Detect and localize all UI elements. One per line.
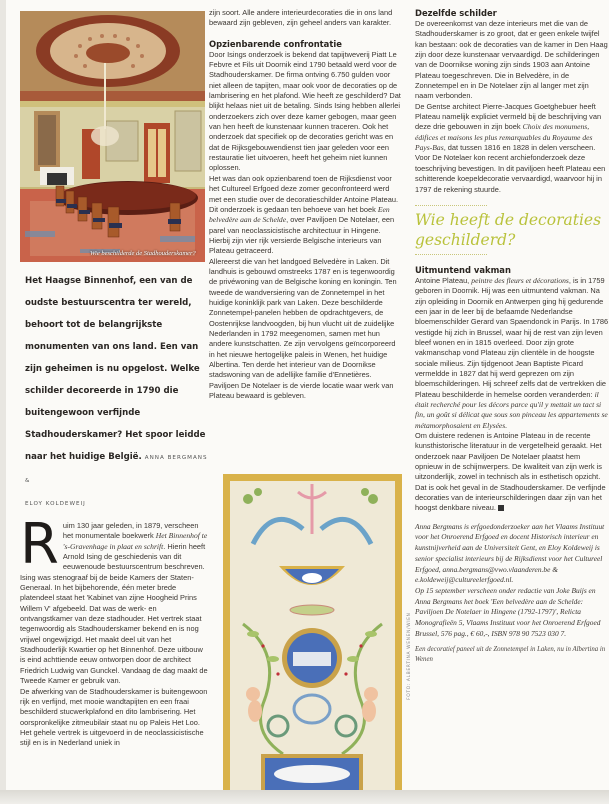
text-run: , is in 1759 geboren in Doornik. Hij was een uitmuntend vakman. Na zijn opleiding in Doornik en Antwerpen ging hij gedurende een jaar in de leer bij de befaamde Nederlandse bloemenschilder Gerard van Spaendonck in Parijs. In 1786 vestigde hij zich in Brussel, waar hij de rest van zijn leven bleef wonen en in 1815 overleed. Door zijn grote vakmanschap vond Plateau zijn clientèle in de hoogste sociale milieus. Zijn tijdgenoot Jean Baptiste Picard vermeldde in 1827 dat hij werd geprezen om zijn bloemschilderingen. Hij schreef zelfs dat de vertrekken die Plateau beschilderde in hemelse oorden veranderden: [415,275,609,399]
drop-cap: R [20,512,59,577]
section-heading: Uitmuntend vakman [415,264,511,275]
text-run: , over Paviljoen De Notelaer, een parel van neoclassicistische architectuur in Hingene. Hierbij zijn vier rijk versierde Belgische interieurs van Plateau getraceerd. [209,215,395,256]
column-3 [415,8,609,665]
photo-caption: Wie beschilderde de Stadhouderskamer? [90,250,196,257]
author-byline-1: ANNA BERGMANS & [25,455,208,484]
text-run: Om duistere redenen is Antoine Plateau in de recente kunsthistorische literatuur in de vergetelheid geraakt. Het onderzoek naar Paviljoen De Notelaer plaatst hem opnieuw in de schijnwerpers. De kwaliteit van zijn werk is uitzonderlijk, zowel in technisch als in esthetisch opzicht. Dat is ook het geval in de Stadhouderskamer. De verfijnde decoraties van de interieurschilderingen daar zijn van het hoogst denkbare niveau. [415,431,606,513]
section-heading: Opzienbarende confrontatie [209,38,342,49]
text-run: Antoine Plateau, [415,275,472,285]
paragraph-intro [20,512,210,687]
text-run: uim 130 jaar geleden, in 1879, verscheen het monumentale boekwerk [62,521,199,541]
paragraph: Allereerst die van het landgoed Belvedère in Laken. Dit landhuis is gebouwd omstreeks 1787 en is tegenwoordig de privéwoning van de Belgische koning en koningin. Ten tweede de wandversiering van de Zonnetempel in het huidige koninklijk park van Laken. Deze beschilderde Zonnetempel-panelen hebben de opdrachtgevers, de Oostenrijkse landvoogden, bij hun vlucht uit de zuidelijke Nederlanden in 1792 meegenomen, samen met hun andere kunstschatten. Ze zijn vervolgens geïncorporeerd in het nieuwe hertogelijke paleis in Wenen, het huidige Albertina. Ten derde het interieur van de Doornikse stadswoning van de adellijke familie d'Ennetières. Paviljoen De Notelaer is de vierde locatie waar werk van Plateau bewaard is gebleven. [209,256,397,401]
stadhouderskamer-photo [20,11,205,262]
panel-caption: Een decoratief paneel uit de Zonnetempel in Laken, nu in Albertina in Wenen [415,646,606,664]
paragraph [415,431,609,514]
french-quote: il était recherché pour les décors parce qu'il y mettait un tact si fin, un goût si délicat que sous son pinceau les appartements se métamorphosaient en Elysées. [415,389,608,430]
room-illustration [20,11,205,262]
lead-text: Het Haagse Binnenhof, een van de oudste bestuurscentra ter wereld, behoort tot de belangrijkste monumenten van ons land. Een van zijn geheimen is nu opgelost. Welke schilder decoreerde in 1790 die buitengewoon verfijnde Stadhouderskamer? Het spoor leidde naar het huidige België. [25,276,206,462]
paragraph [209,174,402,257]
quote-italic: peintre des fleurs et décorations [471,275,569,285]
text-run: De Gentse architect Pierre-Jacques Goetghebuer heeft Plateau namelijk expliciet vermeld bij de beschrijving van deze drie gebouwen in zijn boek [415,101,602,132]
text-run: , dat tussen 1816 en 1828 in delen verscheen. Voor De Notelaer kon recent archiefonderzoek deze toeschrijving bevestigen. In dit paviljoen heeft Plateau een schitterende koepeldecoratie vervaardigd, waarvoor hij in 1797 de rekening stuurde. [415,143,606,194]
column-2 [209,8,402,401]
book-announcement: Op 15 september verscheen onder redactie van Joke Buijs en Anna Bergmans het boek 'Een belvedère aan de Schelde: Paviljoen De Notelaer in Hingene (1792-1797)', Relicta Monografieën 5, Vlaams Instituut voor het Onroerend Erfgoed Brussel, 576 pag., € 60,-, ISBN 978 90 7523 030 7. [415,585,601,638]
section-heading: Dezelfde schilder [415,8,497,18]
intro-lead [25,270,215,515]
text-run: . Hierin heeft Arnold Ising de geschiedenis van dit eeuwenoude bestuurscentrum beschreven. Ising was stenograaf bij de beide Kamers der Staten-Generaal. In het bijbehorende, één meter brede platendeel staat het 'Kabinet van zijne Hoogheid Prins Willem V' afgebeeld. Dat was de werk- en ontvangstkamer van deze stadhouder. Het vertrek staat tegenwoordig als Stadhouderskamer bekend en is nog vrijwel ongewijzigd. Het maakt deel uit van het Stadhouderlijk Kwartier op het Binnenhof. Deze uitbouw is eind achttiende eeuw ontworpen door de architect Friedrich Ludwig van Gunckel. Vandaag de dag maakt de Tweede Kamer er gebruik van. [20,541,208,686]
pullquote: Wie heeft de decoraties geschilderd? [415,210,602,249]
paragraph [415,276,609,431]
pullquote-block [415,205,609,255]
page-shadow [0,790,609,804]
magazine-page [6,0,609,790]
paragraph: zijn soort. Alle andere interieurdecoraties die in ons land bewaard zijn gebleven, zijn geheel anders van karakter. [209,8,393,28]
book-title: Choix des monumens, édifices et maisons les plus remarquables du Royaume des Pays-Bas [415,122,593,153]
panel-illustration [223,474,402,790]
end-mark-icon [498,505,504,511]
text-run: Het was dan ook opzienbarend toen de Rijksdienst voor het Cultureel Erfgoed deze zomer geconfronteerd werd met een studie over de decoratieschilder Antoine Plateau. Dit onderzoek is gedaan ten behoeve van het boek [209,173,398,214]
author-bio: Anna Bergmans is erfgoedonderzoeker aan het Vlaams Instituut voor het Onroerend Erfgoed en docent Historisch interieur en kunstnijverheid aan de Universiteit Gent, en Eloy Koldeweij is senior specialist interieurs bij de Rijksdienst voor het Cultureel Erfgoed, anna.bergmans@vwo.vlaanderen.be & e.koldeweij@cultureelerfgoed.nl. [415,521,605,585]
photo-credit: FOTO: ALBERTINA WENEN/WIEN [407,612,412,700]
book-title: Een belvedère aan de Schelde [209,204,390,225]
pullquote-rule-bottom [415,254,487,255]
paragraph [415,102,609,195]
pullquote-rule-top [415,205,487,206]
zonnetempel-panel-photo [223,474,402,790]
author-byline-2: ELOY KOLDEWEIJ [25,501,86,507]
book-title: Het Binnenhof te 's-Gravenhage in plaat en schrift [62,531,208,551]
paragraph: De afwerking van de Stadhouderskamer is buitengewoon rijk en verfijnd, met mooie wandtapijten en een fraai beschilderd stucwerkplafond en dito lambrisering. Het oorspronkelijke zitmeubilair staat nu op Paleis Het Loo. Het gehele vertrek is uitgevoerd in de neoclassicistische stijl en is in Nederland uniek in [20,686,208,748]
paragraph: De overeenkomst van deze interieurs met die van de Stadhouderskamer is zo groot, dat er geen enkele twijfel kan bestaan: ook de decoraties van de kamer in Den Haag zijn door deze kunstenaar vervaardigd. De schilderingen van de Doornikse woning zijn sinds 1903 aan Antoine Plateau toegeschreven. Die in Belvedère, in de Zonnetempel en in De Notelaer zijn al langer met zijn naam verbonden. [415,19,608,101]
column-1 [20,512,210,749]
paragraph: Door Isings onderzoek is bekend dat tapijtweverij Piatt Le Febvre et Fils uit Doornik eind 1790 betaald werd voor de Stadhouderskamer. De firma ontving 6.750 gulden voor niet alleen de tapijten, maar ook voor de decoraties op de lambrisering en het plafond. Wie heeft ze geschilderd? Dat blijkt helaas niet uit de betaling. Sinds Ising hebben allerlei onderzoekers zich over deze kamer gebogen, maar geen van hen heeft de kunstenaar kunnen traceren. Ook het onderzoek dat specifiek op de decoraties gericht was en dat de Rijksgebouwendienst tien jaar geleden voor een restauratie liet uitvoeren, heeft het geheim niet kunnen oplossen. [209,49,401,173]
